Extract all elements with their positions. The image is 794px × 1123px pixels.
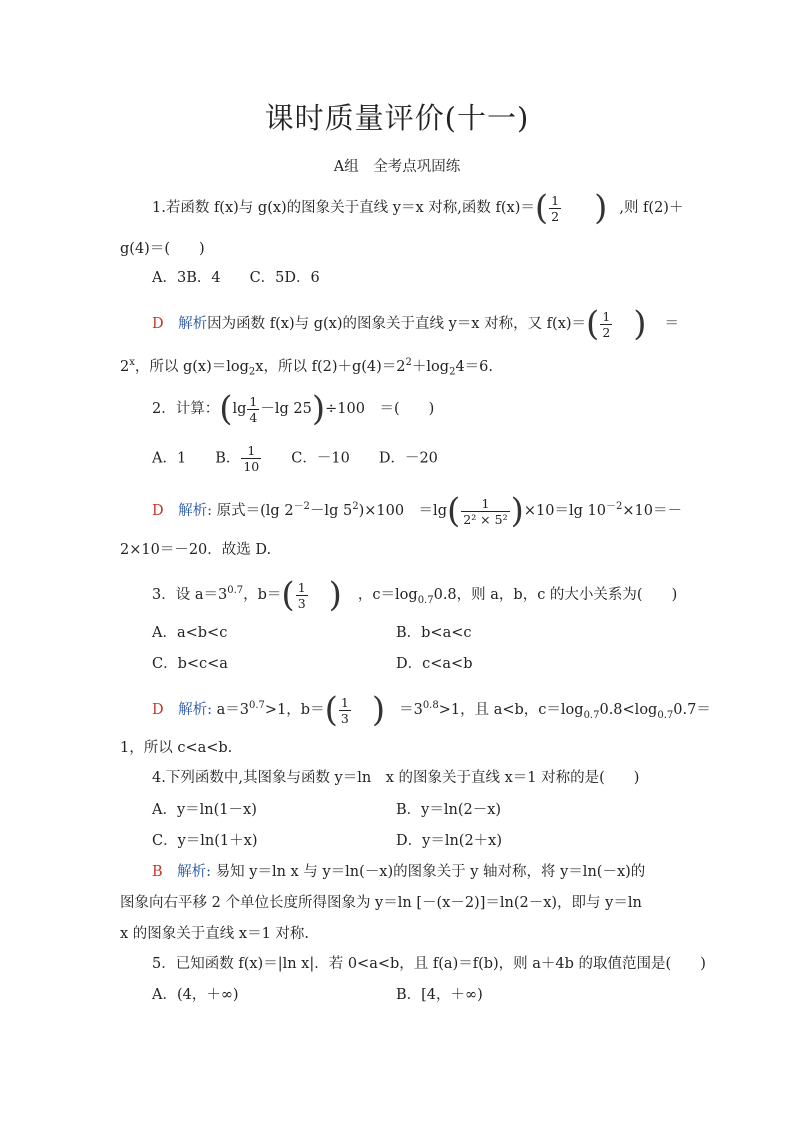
paren-right: ): [510, 491, 524, 531]
q4-analysis-label: 解析:: [177, 864, 212, 880]
text: 0.7＝: [673, 702, 711, 718]
text: ＋log: [411, 358, 450, 375]
paren-left: (: [446, 491, 461, 531]
paren-right: ): [594, 188, 608, 228]
frac-num: 1: [602, 308, 611, 324]
text: 易知 y＝ln x 与 y＝ln(－x)的图象关于 y 轴对称，将 y＝ln(－x)的: [215, 864, 646, 880]
text: ，所以 g(x)＝log: [134, 358, 249, 375]
q2-analysis-fraction: [461, 496, 509, 527]
text: ×10＝－: [622, 503, 682, 519]
q4-analysis-line2: 图象向右平移 2 个单位长度所得图象为 y＝ln [－(x－2)]＝ln(2－x)，即与 y＝ln: [120, 895, 642, 911]
text: ＝3: [399, 702, 423, 718]
text: 原式＝(lg 2: [216, 503, 294, 519]
q1-analysis-a: 因为函数 f(x)与 g(x)的图象关于直线 y＝x 对称，又 f(x)＝: [207, 316, 587, 332]
section-heading: A组 全考点巩固练: [333, 159, 461, 175]
text: lg: [232, 401, 247, 417]
q2-analysis-label: 解析:: [178, 503, 213, 519]
paren-right: ): [371, 690, 386, 730]
q3-analysis-line2: 1，所以 c<a<b.: [120, 740, 233, 756]
option-d: D．－20: [378, 450, 438, 467]
q2-answer: D: [152, 503, 164, 519]
paren-right: ): [328, 575, 342, 615]
q4-option-d: D．y＝ln(2＋x): [396, 833, 503, 849]
paren-right: ): [311, 389, 326, 429]
sup: －2: [605, 501, 623, 513]
q1-analysis-line1: [152, 304, 680, 344]
text: ×10＝lg 10: [523, 503, 606, 519]
sup: 2: [352, 501, 359, 513]
paren-left: (: [586, 304, 600, 344]
sup: 0.7: [227, 585, 244, 597]
q2-fraction: [247, 394, 259, 425]
q3-fraction: [296, 580, 308, 611]
q5-option-b: B．[4，＋∞): [396, 987, 483, 1003]
sup: 0.7: [249, 700, 265, 712]
text: 0.8，则 a，b，c 的大小关系为( ): [433, 587, 678, 603]
q3-stem: [152, 575, 678, 615]
frac-den: 3: [340, 710, 349, 726]
sup: x: [129, 357, 135, 368]
text: －lg 5: [309, 503, 353, 519]
option-b-fraction: [241, 443, 261, 474]
q3-option-d: D．c<a<b: [396, 656, 473, 672]
frac-num: 1: [249, 393, 258, 409]
q2-analysis-line1: [152, 491, 682, 531]
text: )×100 ＝lg: [358, 503, 447, 519]
page-title: 课时质量评价(十一): [264, 101, 530, 135]
frac-den: 4: [249, 409, 258, 425]
q3-option-c: C．b<c<a: [152, 656, 228, 672]
q3-analysis-label: 解析:: [178, 702, 213, 718]
q5-stem: 5．已知函数 f(x)＝|ln x|．若 0<a<b，且 f(a)＝f(b)，则 a＋4b 的取值范围是( ): [152, 956, 706, 972]
sub: 0.7: [657, 709, 674, 721]
q3-analysis-fraction: [339, 695, 351, 726]
frac-den: 2² × 5²: [463, 511, 508, 527]
frac-den: 3: [297, 595, 306, 611]
text: 2: [120, 358, 130, 375]
q1-analysis-b: ＝: [664, 316, 680, 332]
frac-den: 2: [602, 324, 611, 340]
sub: 0.7: [417, 594, 434, 606]
frac-num: 1: [247, 443, 256, 458]
q1-stem-c: g(4)＝( ): [120, 241, 205, 257]
text: >1，且 a<b，c＝log: [438, 702, 584, 718]
q2-analysis-line2: 2×10＝－20．故选 D.: [120, 542, 272, 558]
paren-left: (: [281, 575, 295, 615]
q3-option-b: B．b<a<c: [396, 625, 472, 641]
paren-left: (: [219, 389, 233, 429]
text: a＝3: [216, 702, 250, 718]
q4-option-a: A．y＝ln(1－x): [152, 802, 257, 818]
sub: 2: [248, 366, 256, 378]
sub: 2: [449, 366, 456, 378]
q3-option-a: A．a<b<c: [152, 625, 228, 641]
sup: －2: [293, 501, 310, 513]
q1-analysis-label: 解析: [178, 316, 208, 332]
text: ÷100 ＝( ): [325, 401, 435, 417]
paren-left: (: [324, 690, 338, 730]
frac-den: 2: [551, 208, 560, 224]
q2-options: [152, 443, 438, 474]
q4-analysis-line1: [152, 861, 645, 883]
sup: 0.8: [422, 700, 439, 712]
sub: 0.7: [583, 709, 600, 721]
q5-option-a: A．(4，＋∞): [152, 987, 239, 1003]
option-c: C．－10: [291, 450, 350, 467]
text: 3．设 a＝3: [152, 587, 228, 603]
text: >1，b＝: [264, 702, 325, 718]
paren-right: ): [633, 304, 647, 344]
frac-num: 1: [297, 579, 306, 595]
q1-stem-line1: [152, 188, 684, 228]
q1-options: A．3B．4 C．5D．6: [152, 270, 320, 286]
option-b: B．: [215, 450, 241, 467]
sup: 2: [405, 357, 412, 368]
q4-stem: 4.下列函数中,其图象与函数 y＝ln x 的图象关于直线 x＝1 对称的是( ): [152, 770, 640, 786]
frac-num: 1: [481, 495, 490, 511]
text: ，b＝: [243, 587, 282, 603]
q4-option-b: B．y＝ln(2－x): [396, 802, 502, 818]
frac-den: 10: [243, 459, 260, 474]
text: x，所以 f(2)＋g(4)＝2: [255, 358, 406, 375]
frac-num: 1: [551, 192, 560, 208]
q4-analysis-line3: x 的图象关于直线 x＝1 对称.: [120, 926, 310, 942]
q3-analysis-line1: [152, 690, 711, 730]
q2-stem: [152, 389, 435, 429]
q1-analysis-line2: [120, 352, 493, 384]
paren-left: (: [534, 188, 549, 228]
q4-option-c: C．y＝ln(1＋x): [152, 833, 258, 849]
q1-fraction: [549, 193, 561, 224]
option-a: A．1: [152, 450, 187, 467]
text: 2．计算：: [152, 401, 220, 417]
frac-num: 1: [340, 694, 349, 710]
q1-stem-b: ,则 f(2)＋: [619, 200, 684, 216]
text: 0.8<log: [599, 702, 658, 718]
text: 4＝6.: [455, 358, 494, 375]
q4-answer: B: [152, 864, 163, 880]
text: －lg 25: [260, 401, 312, 417]
q3-answer: D: [152, 702, 164, 718]
q1-stem-a: 1.若函数 f(x)与 g(x)的图象关于直线 y＝x 对称,函数 f(x)＝: [152, 200, 535, 216]
q1-answer: D: [152, 316, 164, 332]
q1-analysis-fraction: [600, 309, 612, 340]
text: ，c＝log: [357, 587, 418, 603]
